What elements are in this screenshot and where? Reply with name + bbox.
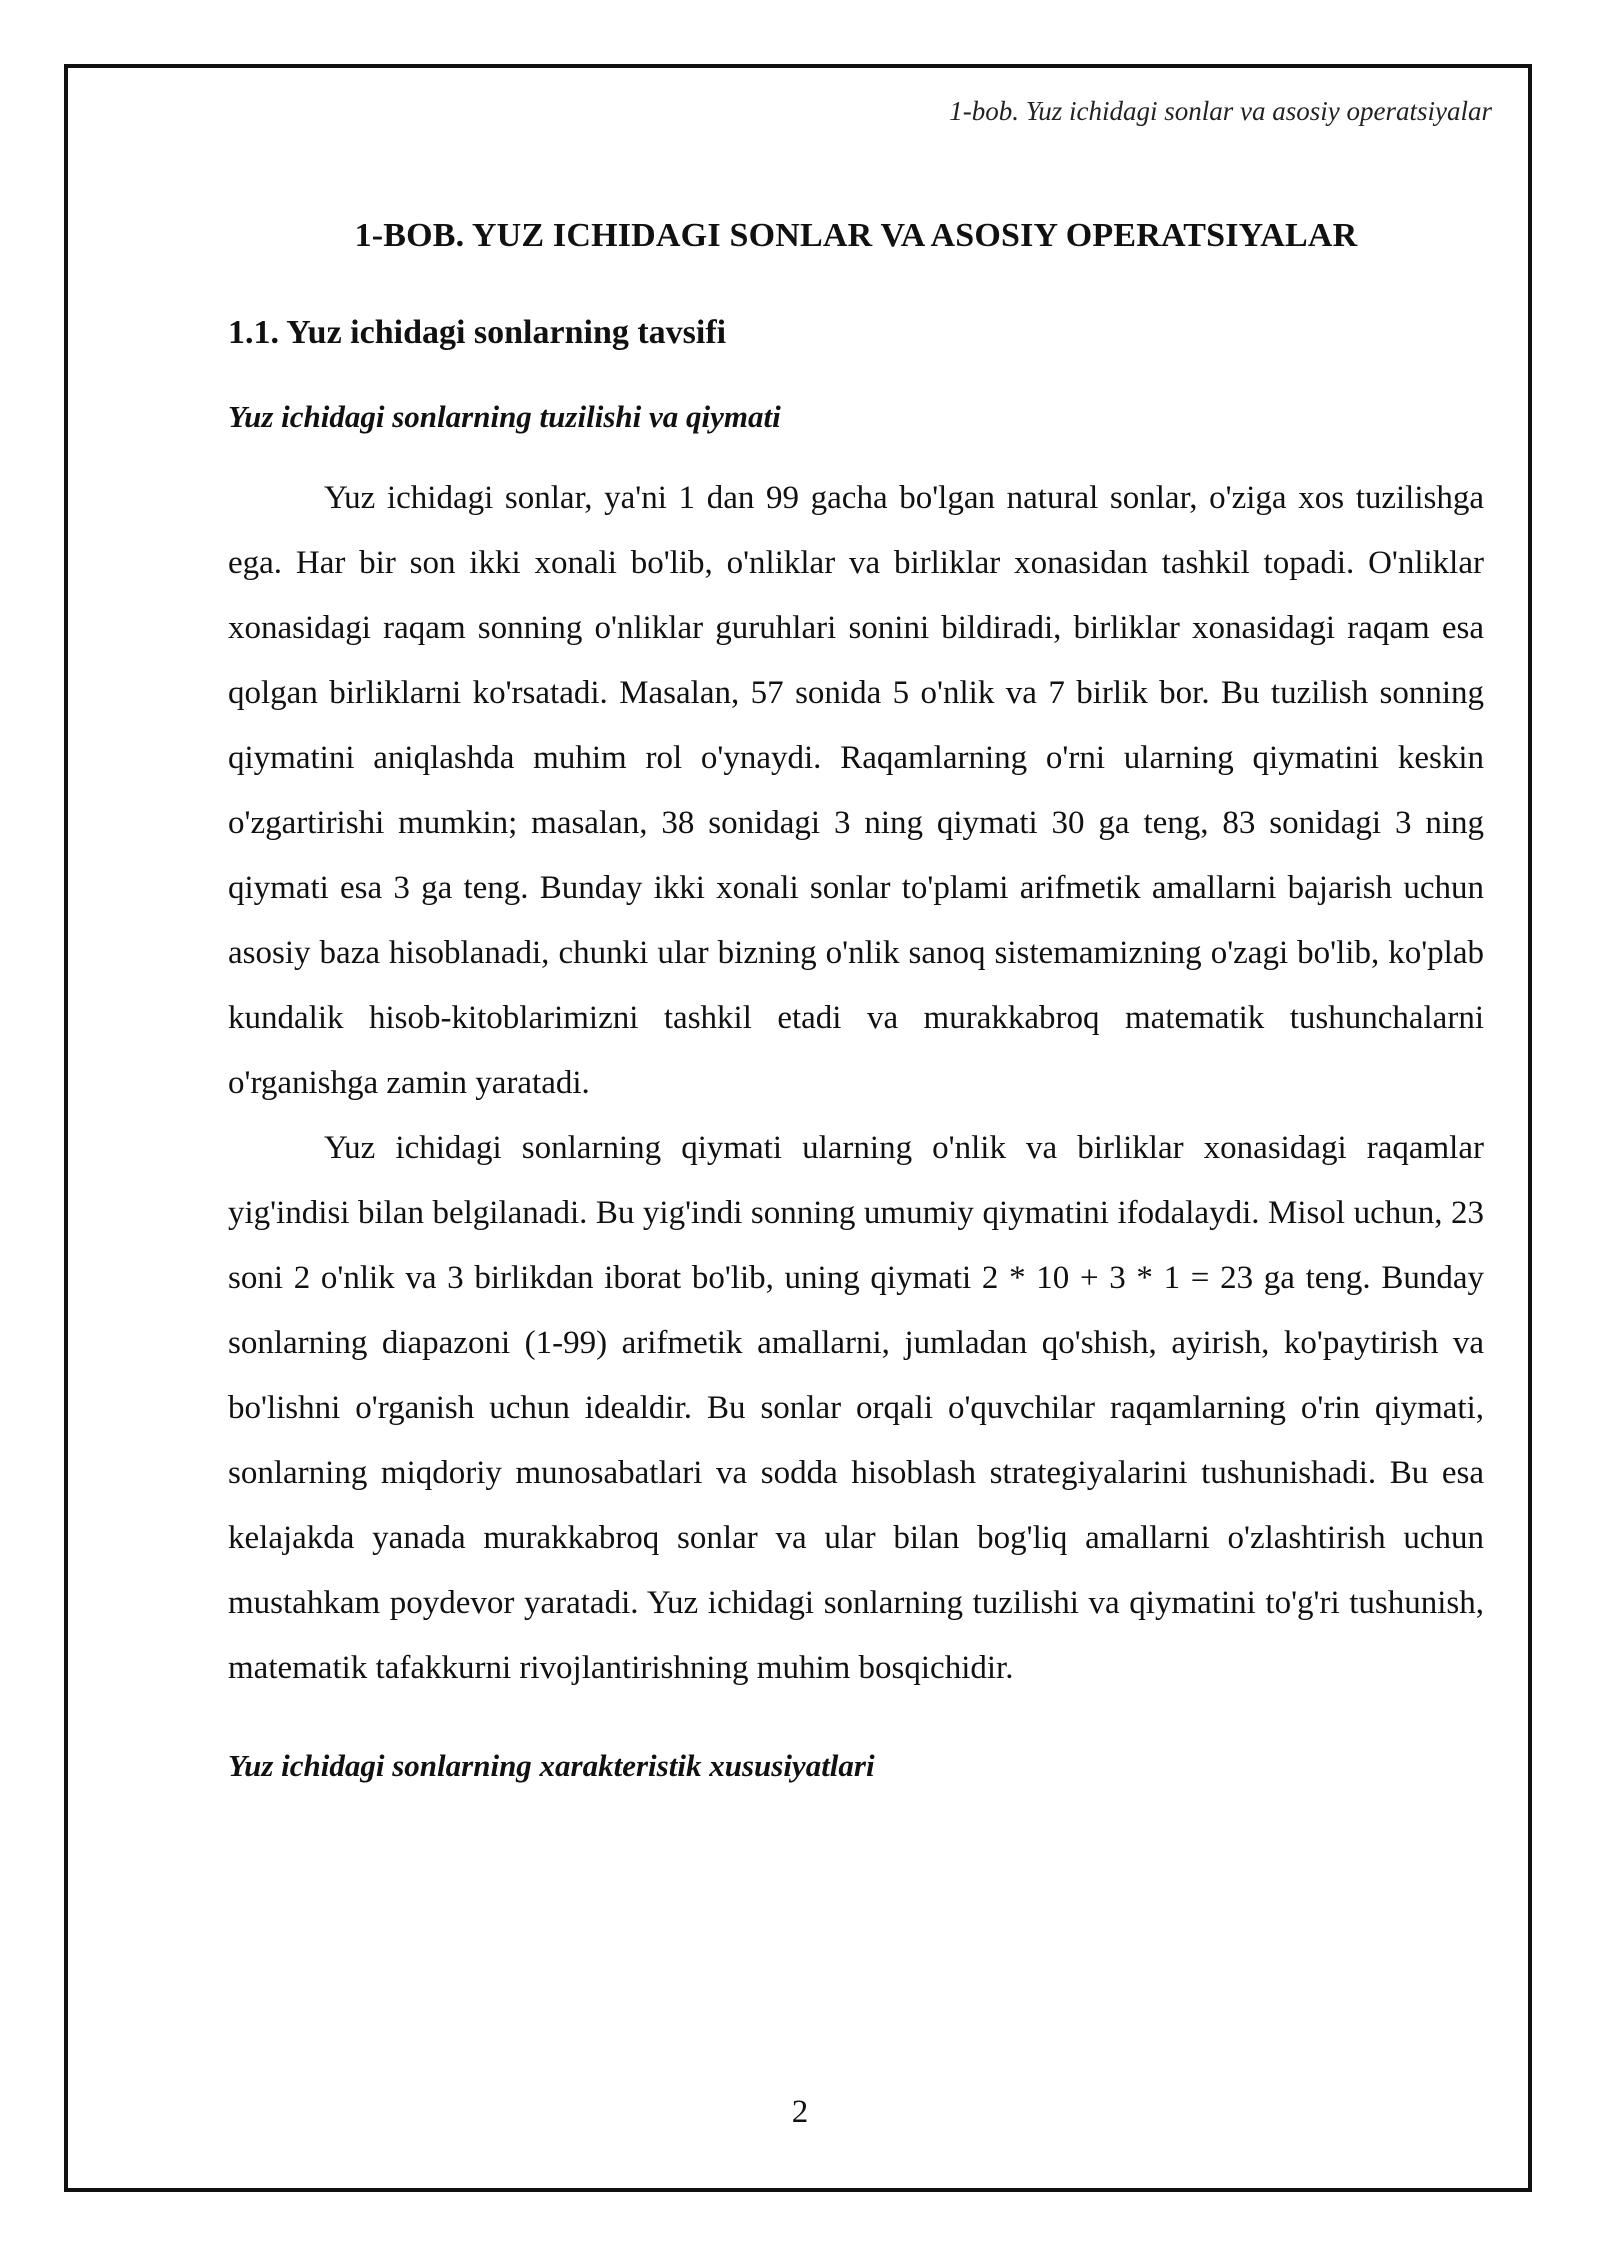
page-content bbox=[228, 210, 1484, 1815]
page-number: 2 bbox=[791, 2094, 809, 2130]
subsection-title: Yuz ichidagi sonlarning tuzilishi va qiymati bbox=[228, 399, 781, 434]
chapter-title: 1-BOB. YUZ ICHIDAGI SONLAR VA ASOSIY OPERATSIYALAR bbox=[354, 217, 1358, 254]
running-header: 1-bob. Yuz ichidagi sonlar va asosiy operatsiyalar bbox=[949, 96, 1492, 126]
paragraph: Yuz ichidagi sonlarning qiymati ularning o'nlik va birliklar xonasidagi raqamlar yig'indisi bilan belgilanadi. Bu yig'indi sonning umumiy qiymatini ifodalaydi. Misol uchun, 23 soni 2 o'nlik va 3 birlikdan iborat bo'lib, uning qiymati 2 * 10 + 3 * 1 = 23 ga teng. Bunday sonlarning diapazoni (1-99) arifmetik amallarni, jumladan qo'shish, ayirish, ko'paytirish va bo'lishni o'rganish uchun idealdir. Bu sonlar orqali o'quvchilar raqamlarning o'rin qiymati, sonlarning miqdoriy munosabatlari va sodda hisoblash strategiyalarini tushunishadi. Bu esa kelajakda yanada murakkabroq sonlar va ular bilan bog'liq amallarni o'zlashtirish uchun mustahkam poydevor yaratadi. Yuz ichidagi sonlarning tuzilishi va qiymatini to'g'ri tushunish, matematik tafakkurni rivojlantirishning muhim bosqichidir. bbox=[228, 1130, 1484, 1686]
subsection-title: Yuz ichidagi sonlarning xarakteristik xususiyatlari bbox=[228, 1748, 875, 1783]
paragraph: Yuz ichidagi sonlar, ya'ni 1 dan 99 gacha bo'lgan natural sonlar, o'ziga xos tuzilishga ega. Har bir son ikki xonali bo'lib, o'nliklar va birliklar xonasidan tashkil topadi. O'nliklar xonasidagi raqam sonning o'nliklar guruhlari sonini bildiradi, birliklar xonasidagi raqam esa qolgan birliklarni ko'rsatadi. Masalan, 57 sonida 5 o'nlik va 7 birlik bor. Bu tuzilish sonning qiymatini aniqlashda muhim rol o'ynaydi. Raqamlarning o'rni ularning qiymatini keskin o'zgartirishi mumkin; masalan, 38 sonidagi 3 ning qiymati 30 ga teng, 83 sonidagi 3 ning qiymati esa 3 ga teng. Bunday ikki xonali sonlar to'plami arifmetik amallarni bajarish uchun asosiy baza hisoblanadi, chunki ular bizning o'nlik sanoq sistemamizning o'zagi bo'lib, ko'plab kundalik hisob-kitoblarimizni tashkil etadi va murakkabroq matematik tushunchalarni o'rganishga zamin yaratadi. bbox=[228, 480, 1484, 1101]
section-title: 1.1. Yuz ichidagi sonlarning tavsifi bbox=[228, 314, 727, 351]
